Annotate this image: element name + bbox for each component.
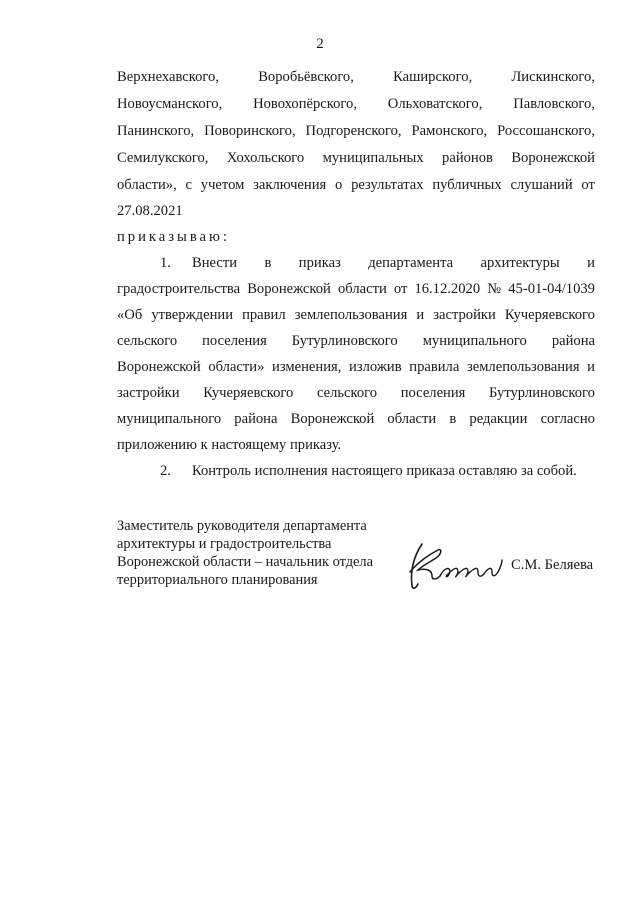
word: Семилукского,: [117, 150, 209, 166]
body-line-2: [117, 94, 595, 114]
word: и: [587, 359, 595, 375]
word: №: [487, 281, 502, 297]
word: Внести: [192, 255, 238, 271]
word: 16.12.2020: [414, 281, 481, 297]
word: землепользования: [294, 307, 408, 323]
word: Воробьёвского,: [258, 69, 354, 85]
body-line-3: [117, 121, 595, 141]
word: в: [264, 255, 272, 271]
item-1-line-8: приложению к настоящему приказу.: [117, 437, 342, 453]
word: района: [234, 411, 278, 427]
signatory-position-line-1: Заместитель руководителя департамента: [117, 518, 367, 534]
order-word: приказываю:: [117, 229, 230, 245]
word: и: [587, 255, 595, 271]
word: Воронежской: [117, 359, 201, 375]
word: района: [551, 333, 595, 349]
word: области: [387, 411, 437, 427]
word: изложив: [349, 359, 402, 375]
word: правила: [409, 359, 460, 375]
word: Новохопёрского,: [253, 96, 357, 112]
word: области»: [208, 359, 265, 375]
word: правил: [242, 307, 286, 323]
word: Панинского,: [117, 123, 195, 139]
word: области»,: [117, 177, 177, 193]
word: Кучеряевского: [504, 307, 595, 323]
word: слушаний: [510, 177, 573, 193]
word: согласно: [540, 411, 595, 427]
word: Хохольского: [226, 150, 305, 166]
word: сельского: [117, 333, 178, 349]
item-2-number: 2.: [160, 463, 171, 479]
word: публичных: [432, 177, 502, 193]
word: от: [581, 177, 595, 193]
word: Новоусманского,: [117, 96, 223, 112]
word: Рамонского,: [411, 123, 488, 139]
item-1-line-4: [117, 331, 595, 351]
word: застройки: [433, 307, 496, 323]
word: застройки: [117, 385, 180, 401]
word: редакции: [469, 411, 528, 427]
word: Воронежской: [247, 281, 331, 297]
word: Бутурлиновского: [489, 385, 595, 401]
word: сельского: [316, 385, 378, 401]
item-2-text: Контроль исполнения настоящего приказа оставляю за собой.: [192, 463, 577, 479]
word: поселения: [400, 385, 466, 401]
word: департамента: [368, 255, 454, 271]
word: Подгоренского,: [305, 123, 402, 139]
item-1-number: 1.: [160, 255, 171, 271]
word: приказ: [298, 255, 341, 271]
item-1-line-2: [117, 279, 595, 299]
item-1-line-6: [117, 383, 595, 403]
word: о: [335, 177, 343, 193]
signatory-name: С.М. Беляева: [511, 557, 594, 573]
body-line-4: [117, 148, 595, 168]
handwritten-signature: [402, 540, 510, 592]
signatory-position-line-3: Воронежской области – начальник отдела: [117, 554, 373, 570]
word: районов: [442, 150, 493, 166]
word: градостроительства: [117, 281, 241, 297]
word: 45-01-04/1039: [508, 281, 595, 297]
word: Поворинского,: [204, 123, 296, 139]
item-1-line-5: [117, 357, 595, 377]
word: Каширского,: [393, 69, 473, 85]
item-1-line-1: [160, 253, 595, 273]
item-2: [160, 461, 595, 481]
word: результатах: [351, 177, 424, 193]
word: архитектуры: [480, 255, 560, 271]
word: с: [185, 177, 192, 193]
word: в: [449, 411, 457, 427]
body-line-5: [117, 175, 595, 195]
word: поселения: [202, 333, 267, 349]
word: Воронежской: [511, 150, 595, 166]
word: заключения: [253, 177, 327, 193]
page-number: 2: [316, 36, 324, 52]
word: землепользования: [466, 359, 580, 375]
word: Воронежской: [290, 411, 375, 427]
word: Павловского,: [513, 96, 595, 112]
word: муниципального: [117, 411, 222, 427]
body-line-1: [117, 67, 595, 87]
body-line-6-date: 27.08.2021: [117, 203, 183, 219]
word: области: [337, 281, 387, 297]
word: муниципальных: [322, 150, 424, 166]
item-1-line-7: [117, 409, 595, 429]
word: Россошанского,: [497, 123, 595, 139]
item-1-line-3: [117, 305, 595, 325]
word: муниципального: [422, 333, 527, 349]
word: от: [393, 281, 408, 297]
signatory-position-line-4: территориального планирования: [117, 572, 318, 588]
word: учетом: [200, 177, 245, 193]
word: Лискинского,: [511, 69, 595, 85]
word: Кучеряевского: [203, 385, 294, 401]
word: «Об: [117, 307, 143, 323]
word: изменения,: [272, 359, 342, 375]
signatory-position-line-2: архитектуры и градостроительства: [117, 536, 332, 552]
word: и: [416, 307, 425, 323]
item-1-first-text: [192, 253, 595, 273]
word: Верхнехавского,: [117, 69, 219, 85]
word: Бутурлиновского: [291, 333, 398, 349]
word: Ольховатского,: [387, 96, 483, 112]
word: утверждении: [151, 307, 233, 323]
